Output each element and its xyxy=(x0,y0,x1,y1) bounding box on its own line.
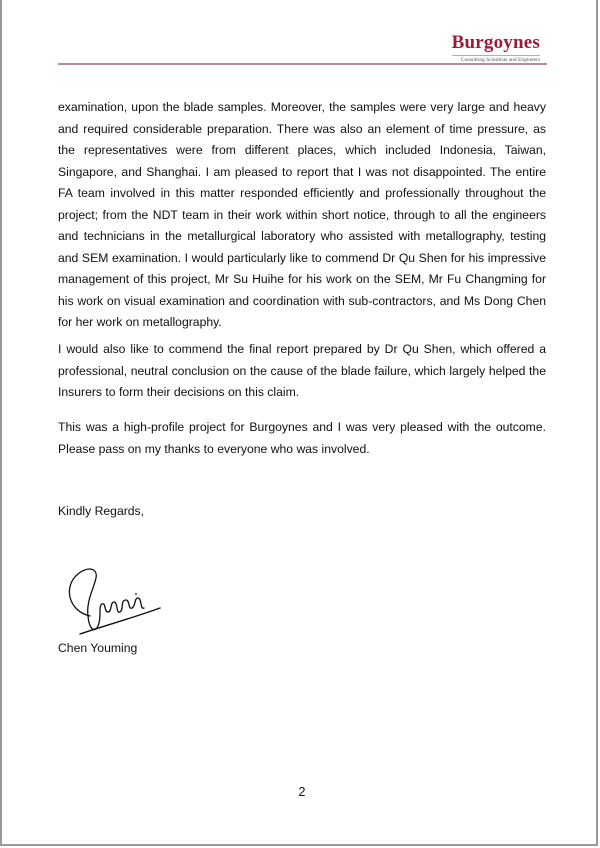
paragraph-2: I would also like to commend the final report prepared by Dr Qu Shen, which offered a professional, neutral conclusion on the cause of the blade failure, which largely helped the Insurers to form their decisions on this claim. xyxy=(58,342,546,399)
signer-name: Chen Youming xyxy=(58,641,138,655)
paragraph-3: This was a high-profile project for Burgoynes and I was very pleased with the outcome. Please pass on my thanks to everyone who was involved. xyxy=(58,420,546,456)
company-logo xyxy=(452,33,540,64)
brand-tagline: Consulting Scientists and Engineers xyxy=(460,57,540,63)
closing-salutation: Kindly Regards, xyxy=(58,504,145,518)
logo-divider xyxy=(452,55,540,56)
page-number: 2 xyxy=(298,785,306,799)
paragraph-1: examination, upon the blade samples. Moreover, the samples were very large and heavy and required considerable preparation. There was also an element of time pressure, as the representatives were from different places, which included Indonesia, Taiwan, Singapore, and Shanghai. I am pleased to report that I was not disappointed. The entire FA team involved in this matter responded efficiently and professionally throughout the project; from the NDT team in their work within short notice, through to all the engineers and technicians in the metallurgical laboratory who assisted with metallography, testing and SEM examination. I would particularly like to commend Dr Qu Shen for his impressive management of this project, Mr Su Huihe for his work on the SEM, Mr Fu Changming for his work on visual examination and coordination with sub-contractors, and Ms Dong Chen for her work on metallography. xyxy=(58,100,546,329)
signature-icon xyxy=(58,556,168,636)
header-rule xyxy=(58,63,547,65)
brand-name: Burgoynes xyxy=(451,32,540,53)
